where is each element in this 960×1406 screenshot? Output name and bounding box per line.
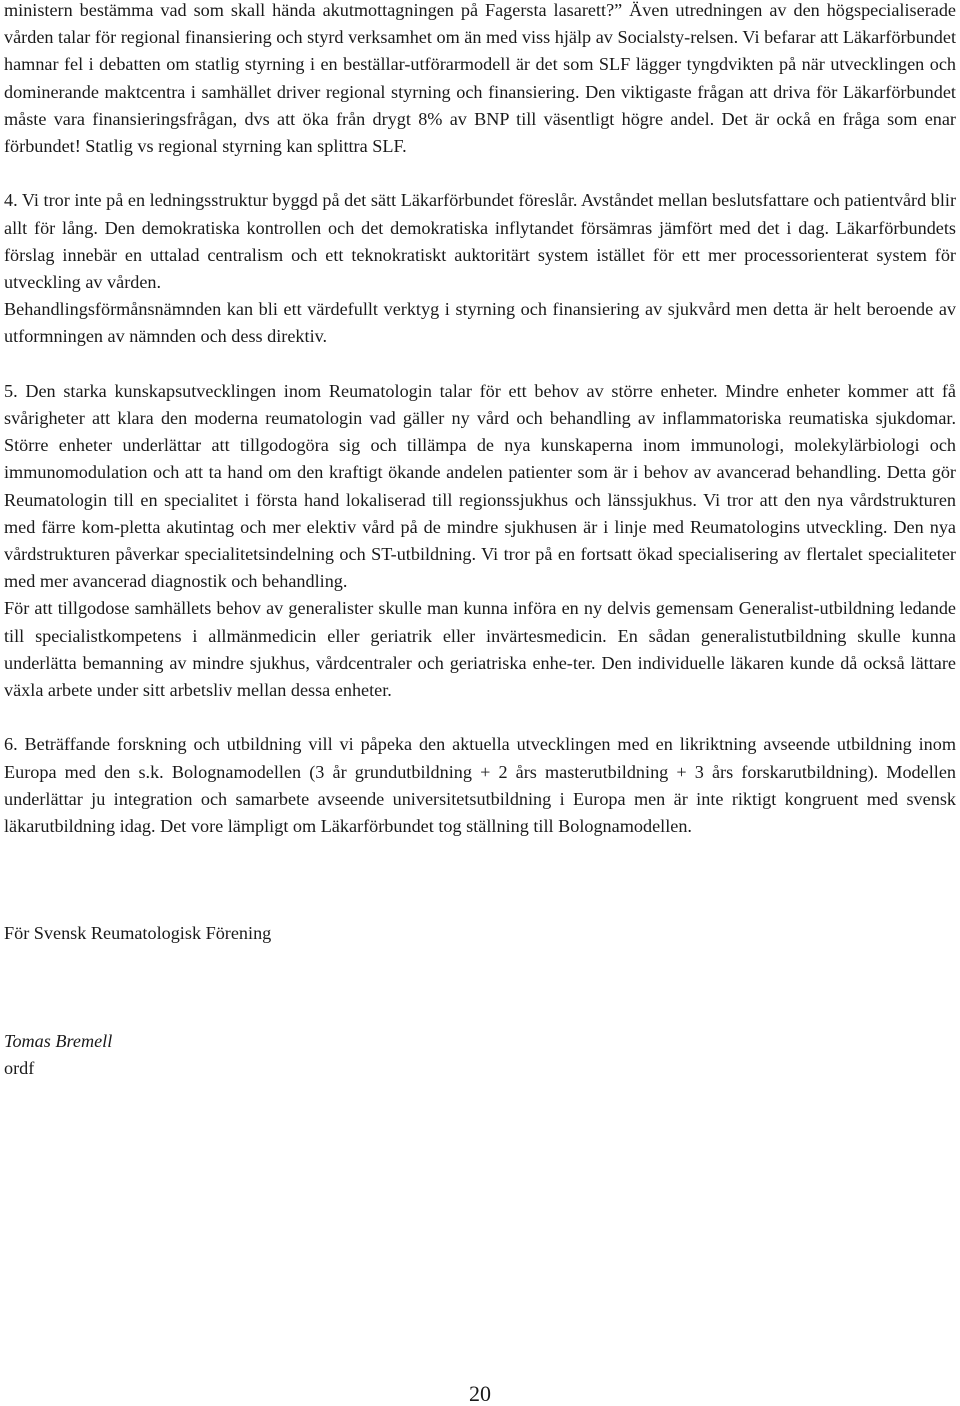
- document-page: [4, 0, 956, 1082]
- paragraph-point-6: 6. Beträffande forskning och utbildning vill vi påpeka den aktuella utvecklingen med en likriktning avseende utbildning inom Europa med den s.k. Bolognamodellen (3 år grundutbildning + 2 års masterutbildning + 3 års forskarutbildning). Modellen underlättar ju integration och samarbete avseende universitetsutbildning i Europa men är inte riktigt kongruent med svensk läkarutbildning idag. Det vore lämpligt om Läkarförbundet tog ställning till Bolognamodellen.: [4, 734, 956, 837]
- paragraph-point-4: 4. Vi tror inte på en ledningsstruktur byggd på det sätt Läkarförbundet föreslår. Avståndet mellan beslutsfattare och patientvård blir allt för lång. Den demokratiska kontrollen och det demokratiska inflytandet försämras jämfört med det i dag. Läkarförbundets förslag innebär en uttalad centralism och ett teknokratiskt auktoritärt system istället för ett mer processorienterat system för utveckling av vården.: [4, 190, 956, 293]
- paragraph-spacer: [4, 704, 956, 731]
- closing-organization: För Svensk Reumatologisk Förening: [4, 923, 272, 944]
- closing-spacer: [4, 840, 956, 893]
- text-intro-c: Den viktigaste frågan att driva för Läkarförbundet måste vara finansieringsfrågan, dvs att öka från drygt 8% av BNP till väsentligt högre andel. Det är ockå en fråga som enar förbundet! Statlig vs regional styrning kan splittra SLF.: [4, 81, 956, 157]
- text-intro-b: Vi befarar att Läkarförbundet hamnar fel i debatten om statlig styrning i en beställar-utförarmodell är det som SLF lägger tyngdvikten på när utvecklingen och dominerande maktcentra i samhället driver regional styrning och finansiering.: [4, 27, 956, 102]
- paragraph-point-5: 5. Den starka kunskapsutvecklingen inom Reumatologin talar för ett behov av större enheter. Mindre enheter kommer att få svårigheter att klara den moderna reumatologin vad gäller ny vård och behandling av inflammatoriska reumatiska sjukdomar. Större enheter underlättar att tillgodogöra sig och tillämpa de nya kunskaperna inom immunologi, molekylärbiologi och immunomodulation och att ta hand om den kraftigt ökande andelen patienter som är i behov av avancerad behandling. Detta gör Reumatologin till en specialitet i första hand lokaliserad till regionssjukhus och länssjukhus. Vi tror att den nya vårdstrukturen med färre kom-pletta akutintag och mer elektiv vård på de mindre sjukhusen är i linje med Reumatologins utveckling. Den nya vårdstrukturen påverkar specialitetsindelning och ST-utbildning. Vi tror på en fortsatt ökad specialisering av flertalet specialiteter med mer avancerad diagnostik och behandling.: [4, 380, 956, 592]
- paragraph-intro: [4, 0, 956, 160]
- paragraph-point-4-continued: Behandlingsförmånsnämnden kan bli ett värdefullt verktyg i styrning och finansiering av sjukvård men detta är helt beroende av utformningen av nämnden och dess direktiv.: [4, 299, 956, 347]
- closing-spacer-2: [4, 893, 956, 920]
- paragraph-spacer: [4, 160, 956, 187]
- signer-name: Tomas Bremell: [4, 1030, 113, 1051]
- paragraph-point-5-continued: För att tillgodose samhällets behov av generalister skulle man kunna införa en ny delvis gemensam Generalist-utbildning ledande till specialistkompetens i allmänmedicin eller geriatrik eller invärtesmedicin. En sådan generalistutbildning skulle kunna underlätta bemanning av mindre sjukhus, vårdcentraler och geriatriska enhe-ter. Den individuelle läkaren kunde då också lättare växla arbete under sitt arbetsliv mellan dessa enheter.: [4, 598, 956, 701]
- signer-title: ordf: [4, 1058, 35, 1079]
- paragraph-spacer: [4, 351, 956, 378]
- signature-spacer-2: [4, 1001, 956, 1028]
- signature-spacer: [4, 948, 956, 1001]
- page-number: 20: [469, 1381, 491, 1406]
- text-intro-a: ministern bestämma vad som skall hända akutmottagningen på Fagersta lasarett?” Även utredningen av den högspecialiserade vården talar för regional finansiering och styrd verksamhet om än med viss hjälp av Socialsty-relsen.: [4, 0, 956, 48]
